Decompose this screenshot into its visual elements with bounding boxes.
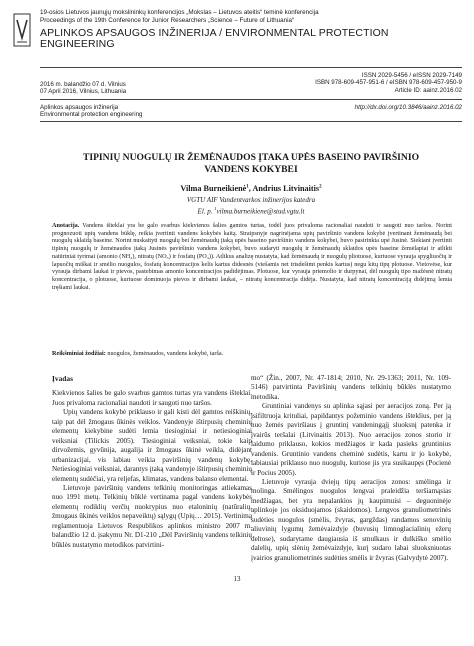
affiliation-name: VGTU AIF Vandentvarkos inžinerijos katedra <box>186 196 316 204</box>
email-address[interactable]: vilma.burneikiene@stud.vgtu.lt <box>216 206 305 215</box>
journal-title-line2: ENGINEERING <box>40 38 115 50</box>
keywords-label: Reikšminiai žodžiai: <box>52 350 106 357</box>
author-2: Andrius Litvinaitis <box>252 184 320 193</box>
conference-line-lt: 19-osios Lietuvos jaunųjų mokslininkų konferencijos „Mokslas – Lietuvos ateitis“ teminė konferencija <box>40 9 319 16</box>
date-lt: 2016 m. balandžio 07 d. Vilnius <box>40 81 126 88</box>
abstract-label: Anotacija. <box>52 222 80 229</box>
page-number: 13 <box>233 575 241 583</box>
header-divider <box>40 67 462 68</box>
authors <box>40 184 462 193</box>
vgtu-logo <box>12 10 32 50</box>
author-separator: , <box>248 184 253 193</box>
journal-title-line1: APLINKOS APSAUGOS INŽINERIJA / ENVIRONMENTAL PROTECTION <box>40 27 389 39</box>
paragraph: Lietuvoje paviršinių vandens telkinių monitoringas atliekamas nuo 1991 metų. Telkinių būklė vertinama pagal vandens kokybės elementų rodiklių verčių nuokrypius nuo etaloninių (natūralių, žmogaus ūkinės veiklos nepaveiktų) sąlygų (Upių… 2015). Vertinimą reglamentuoja Lietuvos Respublikos aplinkos ministro 2007 m. balandžio 12 d. įsakymu Nr. D1-210 „Dėl Paviršinių vandens telkinių būklės nustatymo metodikos patvirtini- <box>52 483 252 549</box>
abstract-text: Vandens išteklai yra be galo svarbus kiekvienos šalies gamtos turtas, todėl juos privaloma racionaliai naudoti ir saugoti nuo taršos. Norint prognozuoti upių vandens būklę, reikia įvertinti vandens kokybės kaitą. Straipsnyje nagrinėjama upių paviršinio vandens kokybė įvertinant žemėnaudą bei nuogulų sklaidą baseine. Norint nuskaityti nuogulų bei žemėnaudų įtaką upės baseino paviršinio vandens kokybei, buvo pasirinkta upė Jusinė. Siekiant įvertinti tipinių nuogulų ir žemėnaudos įtaką Jusinės paviršinio vandens kokybei, buvo sudaryti nuogulų ir žemėnaudų sklaidos upės baseine žemėlapiai ir atlikti natūriniai tyrimai (amonio (NH₄), nitratų (NO₃) ir fosfatų (PO₄)). Atlikus analizę nustatyta, kad žemėnaudų ir nuogulų pliotuose, kuriuose vyrauja spygliuočių ir lapuočių miškai ir smėlio nuogulos, fosfatų koncentracijos kelis kartus didesnės (viešamis net trisdešimt penkis kartus) negu kitų tipų plotuose. Vietovėse, kur vyrauja dirbami laukai ir pievos, pastebimas amonio koncentracijos padidėjimas. Plotuose, kur vyrauja priemolio ir durpynai, dėl nuogulų tipo mažėsnė nitratų koncentracija, o plotuose, kuriuose dominuoja pievos ir dirbami laukai, – nitratų koncentracija didėja. Nustatyta, kad nitratų koncentraciją didėjimą lemia tręšiami laukai. <box>52 222 452 291</box>
conference-info <box>40 9 460 25</box>
author-2-sup: 2 <box>319 184 322 190</box>
issn: ISSN 2029-5456 / eISSN 2029-7149 <box>361 72 462 79</box>
email-line <box>40 205 462 216</box>
body-column-right <box>251 374 451 563</box>
body-column-left <box>52 374 252 550</box>
paper-title-line1: TIPINIŲ NUOGULŲ IR ŽEMĖNAUDOS ĮTAKA UPĖS BASEINO PAVIRŠINIO <box>82 152 420 163</box>
email-prefix: El. p. <box>197 206 213 215</box>
conference-line-en: Proceedings of the 19th Conference for Junior Researchers „Science – Future of Lithuania“ <box>40 17 295 25</box>
doi-link[interactable]: http://dx.doi.org/10.3846/aainz.2016.02 <box>354 104 462 111</box>
article-id: Article ID: aainz.2016.02 <box>394 86 462 94</box>
publication-identifiers <box>242 72 462 94</box>
keywords-text: nuogulos, žemėnaudos, vandens kokybė, tarša. <box>107 350 224 357</box>
section-name <box>40 104 240 119</box>
section-heading-introduction: Įvadas <box>52 374 73 383</box>
paper-title-line2: VANDENS KOKYBEI <box>204 163 298 175</box>
logo-mark-icon <box>13 12 31 48</box>
paragraph: Lietuvoje vyrauja dviejų tipų aeracijos zonos: smėlinga ir molinga. Smėlingos nuogulos lengvai praleidžia teršiamąsias medžiagas, bet yra nepalankios jų kaupimuisi – deguoninėje aplinkoje jos oksiduojamos (skaidomos). Lengvos granuliometrinės sudėties nuogulos (smėlis, žvyras, gargždas) randamos senovinių aliuvinių lygumų žemėvaizdyje (buvusių limnoglacialinių ežerų deltose), sudarytame daugiausia iš smulkaus ir dulkiško smėlio dalelių, upių slėnių žemėvaizdyje, kurį sudaro labai sluoksniuotas įvairios granuliometrinės sudėties smėlis ir žvyras (Galvydytė 2007). <box>251 477 451 562</box>
meta-divider <box>40 99 462 100</box>
paragraph: Kiekvienos šalies be galo svarbus gamtos turtas yra vandens išteklai. Juos privaloma racionaliai naudoti ir saugoti nuo taršos. <box>52 389 252 407</box>
date-en: 07 April 2016, Vilnius, Lithuania <box>40 88 127 96</box>
isbn: ISBN 978-609-457-951-6 / eISBN 978-609-457-950-9 <box>315 79 462 87</box>
affiliation <box>40 196 462 215</box>
author-1-sup: 1 <box>246 184 249 190</box>
paper-title <box>40 152 462 175</box>
keywords <box>52 350 452 358</box>
section-en: Environmental protection engineering <box>40 111 143 119</box>
paragraph: Gruntiniai vandenys su aplinka sąjasi per aeracijos zoną. Per ją įsifiltruoja krituliai, papildantys požeminio vandens išteklius, per ją nuo žemės paviršiaus į gruntinį vandeningąjį sluoksnį patenka ir įvairūs teršalai (Litvinaitis 2013). Nuo aeracijos zonos storio ir laidumo priklauso, kokios medžiagos ir kada pasieks gruntinius vandenis. Gruntinio vandens cheminė sudėtis, kartu ir jo kokybė, labiausiai priklauso nuo nuogulų, kuriose jis yra susikaupęs (Pocienė ir Pocius 2005). <box>251 402 451 477</box>
section-divider <box>40 121 462 122</box>
abstract <box>52 222 452 291</box>
paragraph: mo“ (Žin., 2007, Nr. 47-1814; 2010, Nr. 29-1363; 2011, Nr. 109-5146) patvirtinta Paviršinių vandens telkinių būklės nustatymo metodika. <box>251 374 451 401</box>
publication-date <box>40 81 240 96</box>
paragraph: Upių vandens kokybė priklauso ir gali kisti dėl gamtos reiškinių, taip pat dėl žmogaus ūkinės veiklos. Vandenyje ištirpusių cheminių elementų kiekybine sudėti lemia tiesioginiai ir netiesioginiai veiksniai (Tilickis 2005). Tiesioginiai veiksniai, tokie kaip dirvožemis, gyvūnija, augalija ir žmogaus ūkinė veikla, didėjant urbanizacijai, vis labiau veikia paviršinių vandenų kokybę. Netiesioginiai veiksniai, darantys įtaką vandenyje ištirpusių cheminių elementų sudėčiai, yra reljefas, klimatas, vandens balanso elementai. <box>52 408 252 483</box>
author-1: Vilma Burneikienė <box>180 184 247 193</box>
email-sup: 1 <box>214 205 217 211</box>
section-lt: Aplinkos apsaugos inžinerija <box>40 104 119 111</box>
journal-title <box>40 28 460 50</box>
